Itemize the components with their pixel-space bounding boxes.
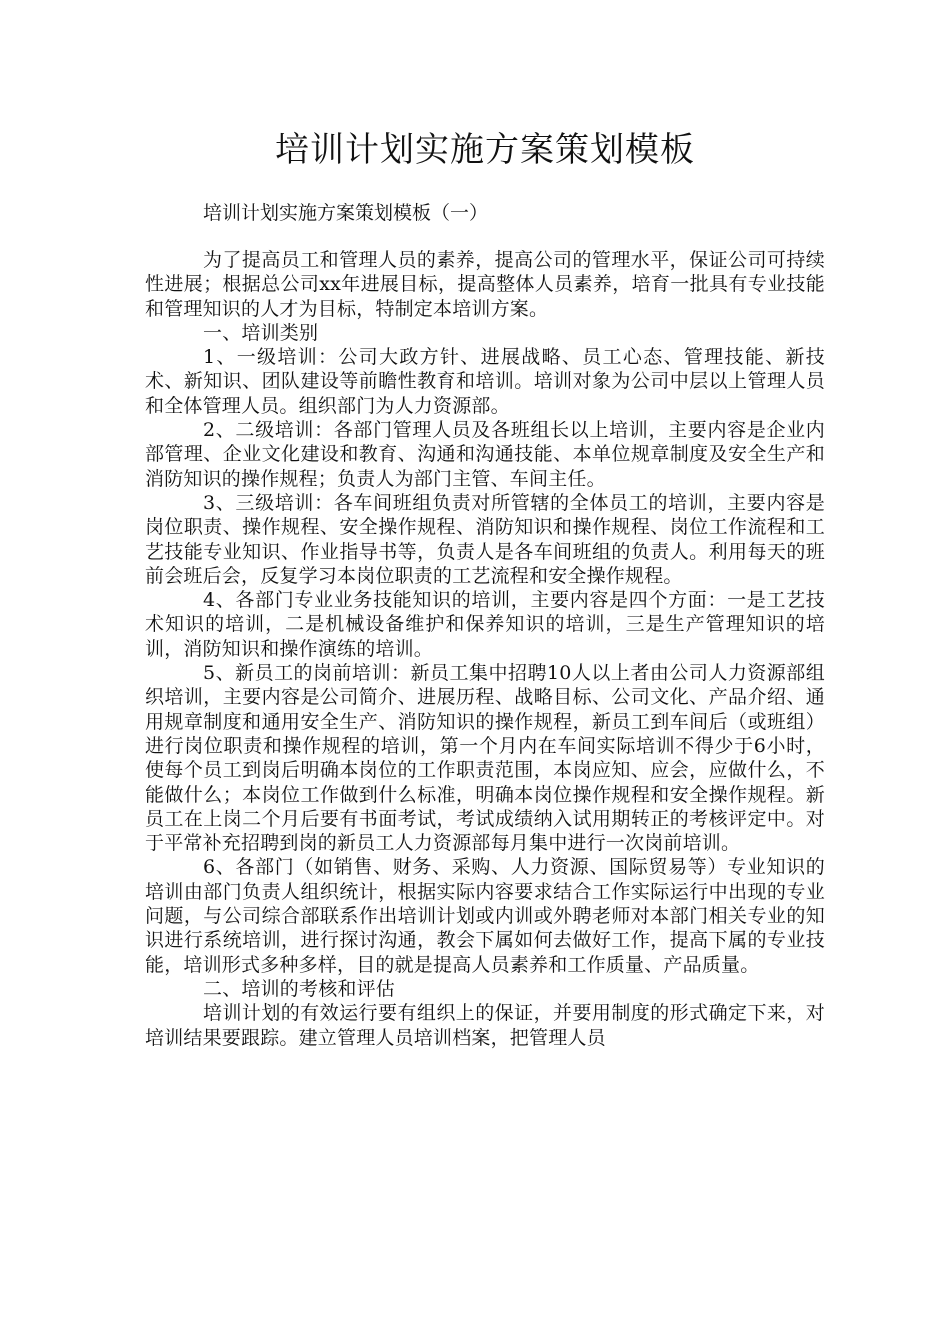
paragraph-level-three-training: 3、三级培训：各车间班组负责对所管辖的全体员工的培训，主要内容是岗位职责、操作规程、安全操作规程、消防知识和操作规程、岗位工作流程和工艺技能专业知识、作业指导书等，负责人是各车间班组的负责人。利用每天的班前会班后会，反复学习本岗位职责的工艺流程和安全操作规程。: [145, 491, 825, 587]
paragraph-new-employee-training: 5、新员工的岗前培训：新员工集中招聘10人以上者由公司人力资源部组织培训，主要内容是公司简介、进展历程、战略目标、公司文化、产品介绍、通用规章制度和通用安全生产、消防知识的操作规程，新员工到车间后（或班组）进行岗位职责和操作规程的培训，第一个月内在车间实际培训不得少于6小时，使每个员工到岗后明确本岗位的工作职责范围，本岗应知、应会，应做什么，不能做什么；本岗位工作做到什么标准，明确本岗位操作规程和安全操作规程。新员工在上岗二个月后要有书面考试，考试成绩纳入试用期转正的考核评定中。对于平常补充招聘到岗的新员工人力资源部每月集中进行一次岗前培训。: [145, 662, 825, 855]
document-title: 培训计划实施方案策划模板: [275, 130, 695, 170]
paragraph-department-skills-training: 4、各部门专业业务技能知识的培训，主要内容是四个方面：一是工艺技术知识的培训，二是机械设备维护和保养知识的培训，三是生产管理知识的培训，消防知识和操作演练的培训。: [145, 589, 825, 660]
paragraph-assessment: 培训计划的有效运行要有组织上的保证，并要用制度的形式确定下来，对培训结果要跟踪。建立管理人员培训档案，把管理人员: [145, 1002, 825, 1049]
paragraph-level-one-training: 1、一级培训：公司大政方针、进展战略、员工心态、管理技能、新技术、新知识、团队建设等前瞻性教育和培训。培训对象为公司中层以上管理人员和全体管理人员。组织部门为人力资源部。: [145, 346, 825, 417]
paragraph-level-two-training: 2、二级培训：各部门管理人员及各班组长以上培训，主要内容是企业内部管理、企业文化建设和教育、沟通和沟通技能、本单位规章制度及安全生产和消防知识的操作规程；负责人为部门主管、车间主任。: [145, 419, 825, 490]
document-subtitle: 培训计划实施方案策划模板（一）: [203, 202, 489, 224]
section-heading-assessment: 二、培训的考核和评估: [203, 977, 396, 1000]
paragraph-professional-knowledge-training: 6、各部门（如销售、财务、采购、人力资源、国际贸易等）专业知识的培训由部门负责人组织统计，根据实际内容要求结合工作实际运行中出现的专业问题，与公司综合部联系作出培训计划或内训或外聘老师对本部门相关专业的知识进行系统培训，进行探讨沟通，教会下属如何去做好工作，提高下属的专业技能，培训形式多种多样，目的就是提高人员素养和工作质量、产品质量。: [145, 856, 825, 976]
section-heading-training-categories: 一、培训类别: [203, 321, 319, 344]
intro-paragraph: 为了提高员工和管理人员的素养，提高公司的管理水平，保证公司可持续性进展；根据总公司xx年进展目标，提高整体人员素养，培育一批具有专业技能和管理知识的人才为目标，特制定本培训方案。: [145, 249, 825, 320]
document-body: [145, 248, 825, 1050]
